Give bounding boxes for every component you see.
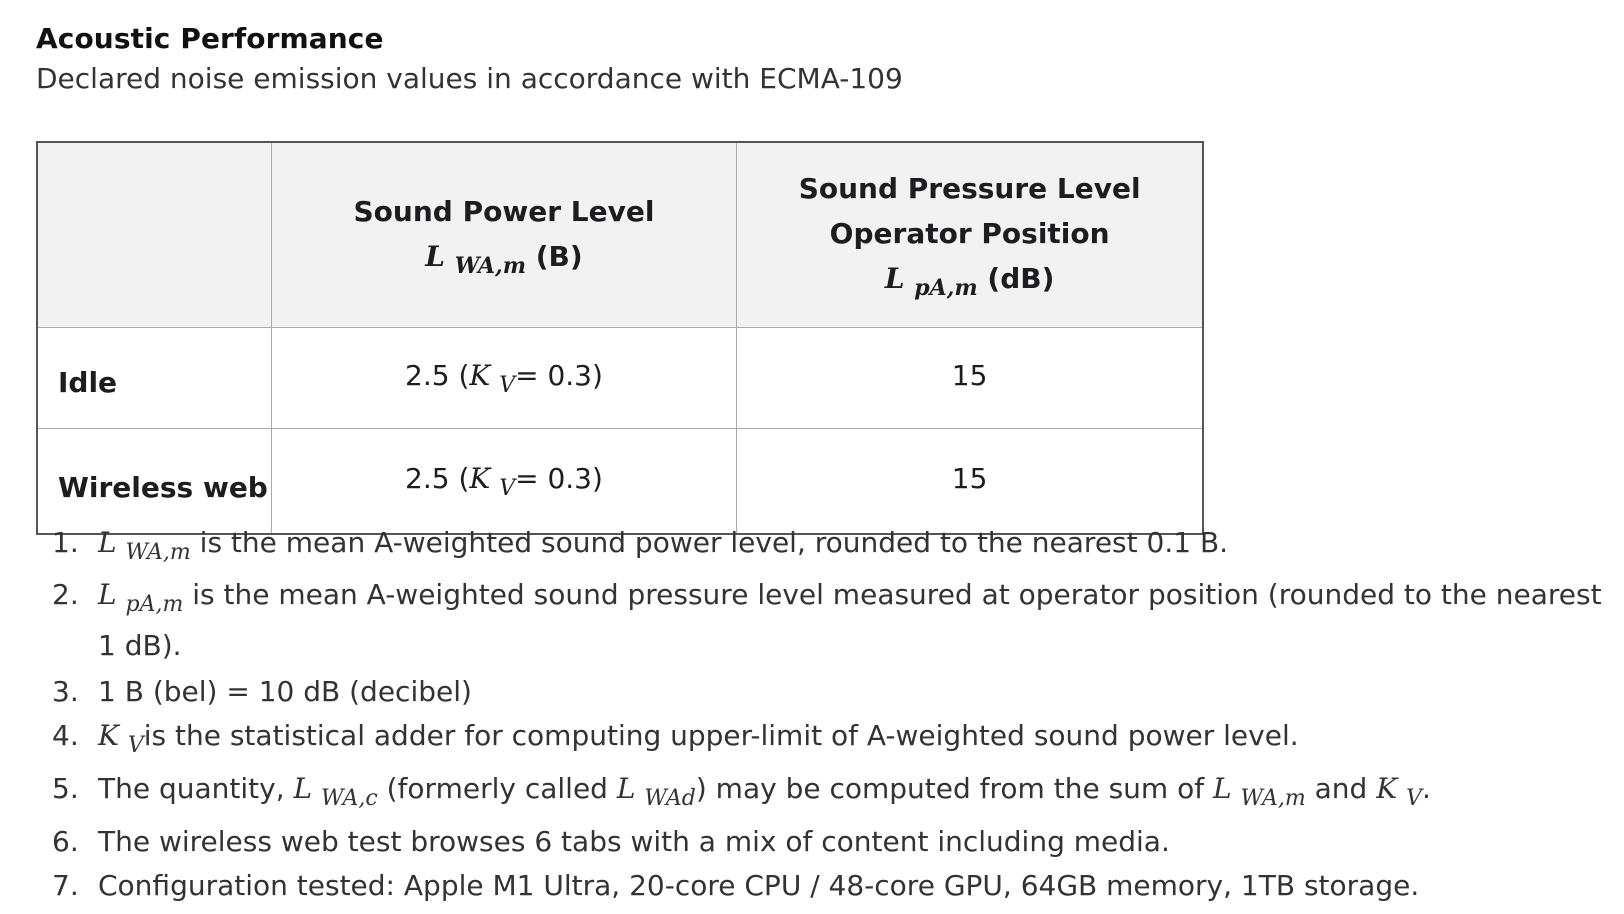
- list-item: [52, 571, 1612, 670]
- symbol-subscript: V: [1406, 786, 1422, 811]
- list-number: 3.: [52, 675, 79, 708]
- symbol-subscript: V: [499, 372, 516, 398]
- list-number: 5.: [52, 772, 79, 805]
- header-operator-position-label: Operator Position: [829, 217, 1110, 250]
- footnotes-list: [52, 518, 1612, 908]
- note-text: is the mean A-weighted sound power level, rounded to the nearest 0.1 B.: [190, 526, 1229, 559]
- header-sound-pressure: [737, 142, 1203, 328]
- unit-label: (dB): [987, 262, 1055, 295]
- table-row: [37, 328, 1203, 429]
- header-sound-power-symbol: [272, 234, 737, 282]
- symbol-l: L: [884, 262, 905, 295]
- header-sound-pressure-symbol: [737, 256, 1202, 304]
- table-body: [37, 328, 1203, 535]
- symbol-subscript: V: [127, 733, 144, 758]
- list-number: 4.: [52, 719, 79, 752]
- list-number: 6.: [52, 825, 79, 858]
- header-sound-power: [271, 142, 737, 328]
- symbol-l: L: [616, 772, 636, 805]
- list-item: [52, 714, 1612, 761]
- symbol-l: L: [1212, 772, 1232, 805]
- header-sound-pressure-label: Sound Pressure Level: [798, 172, 1141, 205]
- note-text: The wireless web test browses 6 tabs with a mix of content including media.: [98, 825, 1170, 858]
- symbol-subscript: pA,m: [914, 275, 978, 301]
- row-label: Idle: [37, 328, 271, 429]
- list-item: [52, 670, 1612, 714]
- note-text: Configuration tested: Apple M1 Ultra, 20-core CPU / 48-core GPU, 64GB memory, 1TB storage.: [98, 869, 1420, 902]
- row-label: Wireless web: [37, 429, 271, 535]
- note-text: 1 B (bel) = 10 dB (decibel): [98, 675, 472, 708]
- page-subtitle: Declared noise emission values in accordance with ECMA-109: [36, 62, 903, 95]
- sound-pressure-value: 15: [737, 328, 1203, 429]
- symbol-subscript: WAd: [644, 786, 696, 811]
- symbol-subscript: pA,m: [125, 592, 184, 617]
- acoustic-table: [36, 141, 1204, 535]
- symbol-l: L: [98, 578, 117, 611]
- note-text: is the statistical adder for computing upper-limit of A-weighted sound power level.: [143, 719, 1299, 752]
- symbol-subscript: WA,c: [321, 786, 378, 811]
- header-cell-empty: [37, 142, 271, 328]
- symbol-k: K: [98, 719, 119, 752]
- table-header: [37, 142, 1203, 328]
- symbol-subscript: V: [499, 475, 516, 501]
- list-number: 1.: [52, 526, 79, 559]
- symbol-k: K: [469, 358, 491, 392]
- symbol-k: K: [469, 461, 491, 495]
- sound-power-value: 2.5 (K $_V$= 0.3): [271, 429, 737, 535]
- list-item: 5. The quantity, L $_{WA,c}$ (formerly called L $_{WAd}$) may be computed from the sum of L $_{WA,m}$ and K $_V$.: [52, 761, 1612, 820]
- list-item: [52, 864, 1612, 908]
- symbol-l: L: [425, 239, 445, 273]
- symbol-l: L: [98, 526, 117, 559]
- symbol-subscript: WA,m: [454, 252, 526, 279]
- sound-pressure-value: 15: [737, 429, 1203, 535]
- symbol-subscript: WA,m: [125, 540, 191, 565]
- symbol-subscript: WA,m: [1240, 786, 1306, 811]
- note-text: is the mean A-weighted sound pressure level measured at operator position (rounded to the nearest 1 dB).: [98, 578, 1602, 662]
- list-number: 7.: [52, 869, 79, 902]
- symbol-k: K: [1376, 772, 1398, 805]
- unit-label: (B): [535, 239, 583, 273]
- header-sound-power-label: Sound Power Level: [353, 194, 655, 228]
- header-row: [37, 142, 1203, 328]
- list-item: [52, 820, 1612, 864]
- sound-power-value: 2.5 (K $_V$= 0.3): [271, 328, 737, 429]
- symbol-l: L: [293, 772, 313, 805]
- page-title: Acoustic Performance: [36, 22, 384, 55]
- list-item: [52, 518, 1612, 571]
- list-number: 2.: [52, 578, 79, 611]
